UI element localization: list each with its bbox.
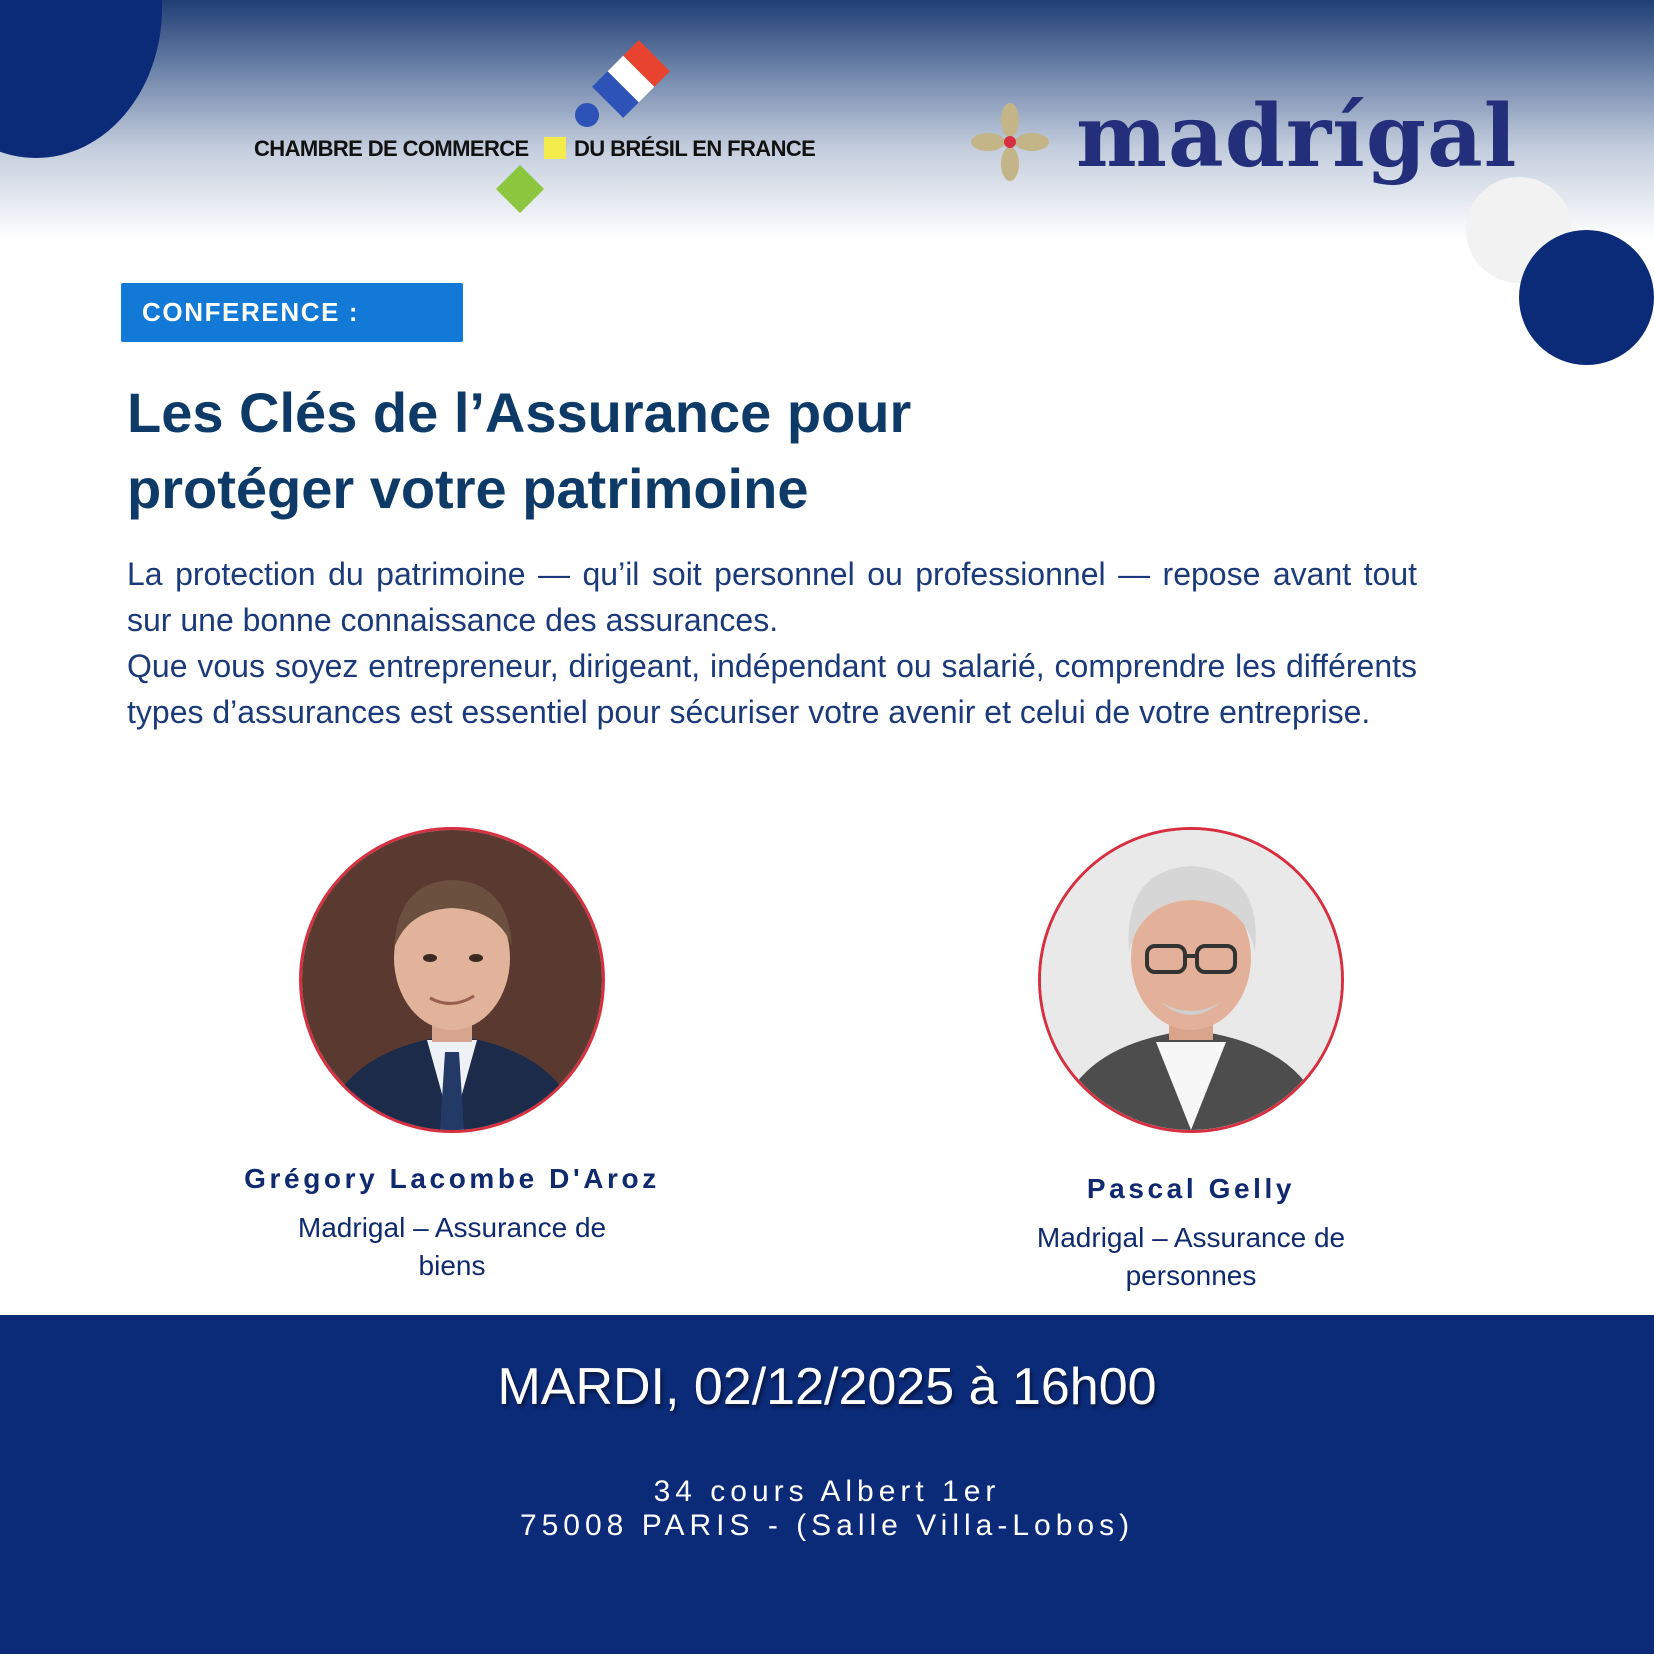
decorative-circle xyxy=(1519,230,1654,365)
blue-dot-icon xyxy=(575,103,599,127)
event-footer xyxy=(0,1315,1654,1654)
intro-text xyxy=(127,551,1417,735)
speaker-role-line: Madrigal – Assurance de xyxy=(297,1212,607,1243)
speaker-role-line: Madrigal – Assurance de xyxy=(1036,1222,1346,1253)
event-address xyxy=(0,1475,1654,1543)
page-title xyxy=(127,375,1227,527)
madrigal-wordmark: madrígal xyxy=(1076,86,1518,187)
speaker-card xyxy=(961,827,1421,1295)
madrigal-logo xyxy=(968,86,1518,188)
speaker-role xyxy=(222,1209,682,1285)
green-diamond-icon xyxy=(496,165,544,213)
address-line: 34 cours Albert 1er xyxy=(653,1475,1001,1508)
speaker-portrait-illustration xyxy=(302,830,602,1130)
speaker-photo xyxy=(299,827,605,1133)
event-date-time: MARDI, 02/12/2025 à 16h00 xyxy=(497,1358,1157,1416)
speaker-role-line: personnes xyxy=(1125,1260,1257,1291)
speaker-role-line: biens xyxy=(418,1250,486,1281)
intro-paragraph: La protection du patrimoine — qu’il soit personnel ou professionnel — repose avant tout sur une bonne connaissance des assurances. xyxy=(127,556,1417,638)
ccbf-logo-text-right: DU BRÉSIL EN FRANCE xyxy=(574,136,816,161)
madrigal-flower-icon xyxy=(968,100,1052,184)
speaker-portrait-illustration xyxy=(1041,830,1341,1130)
speaker-photo xyxy=(1038,827,1344,1133)
speaker-role xyxy=(961,1219,1421,1295)
ccbf-logo xyxy=(250,40,830,220)
title-line: protéger votre patrimoine xyxy=(127,457,809,520)
yellow-square-icon xyxy=(544,137,566,159)
french-flag-icon xyxy=(592,40,670,118)
intro-paragraph: Que vous soyez entrepreneur, dirigeant, indépendant ou salarié, comprendre les différents types d’assurances est essentiel pour sécuriser votre avenir et celui de votre entreprise. xyxy=(127,648,1417,730)
title-line: Les Clés de l’Assurance pour xyxy=(127,381,912,444)
conference-badge: CONFERENCE : xyxy=(121,283,463,342)
ccbf-logo-text-left: CHAMBRE DE COMMERCE xyxy=(254,136,529,161)
speaker-name: Grégory Lacombe D'Aroz xyxy=(244,1163,660,1194)
address-line: 75008 PARIS - (Salle Villa-Lobos) xyxy=(519,1509,1135,1542)
speaker-name: Pascal Gelly xyxy=(1086,1173,1296,1204)
speaker-card xyxy=(222,827,682,1285)
